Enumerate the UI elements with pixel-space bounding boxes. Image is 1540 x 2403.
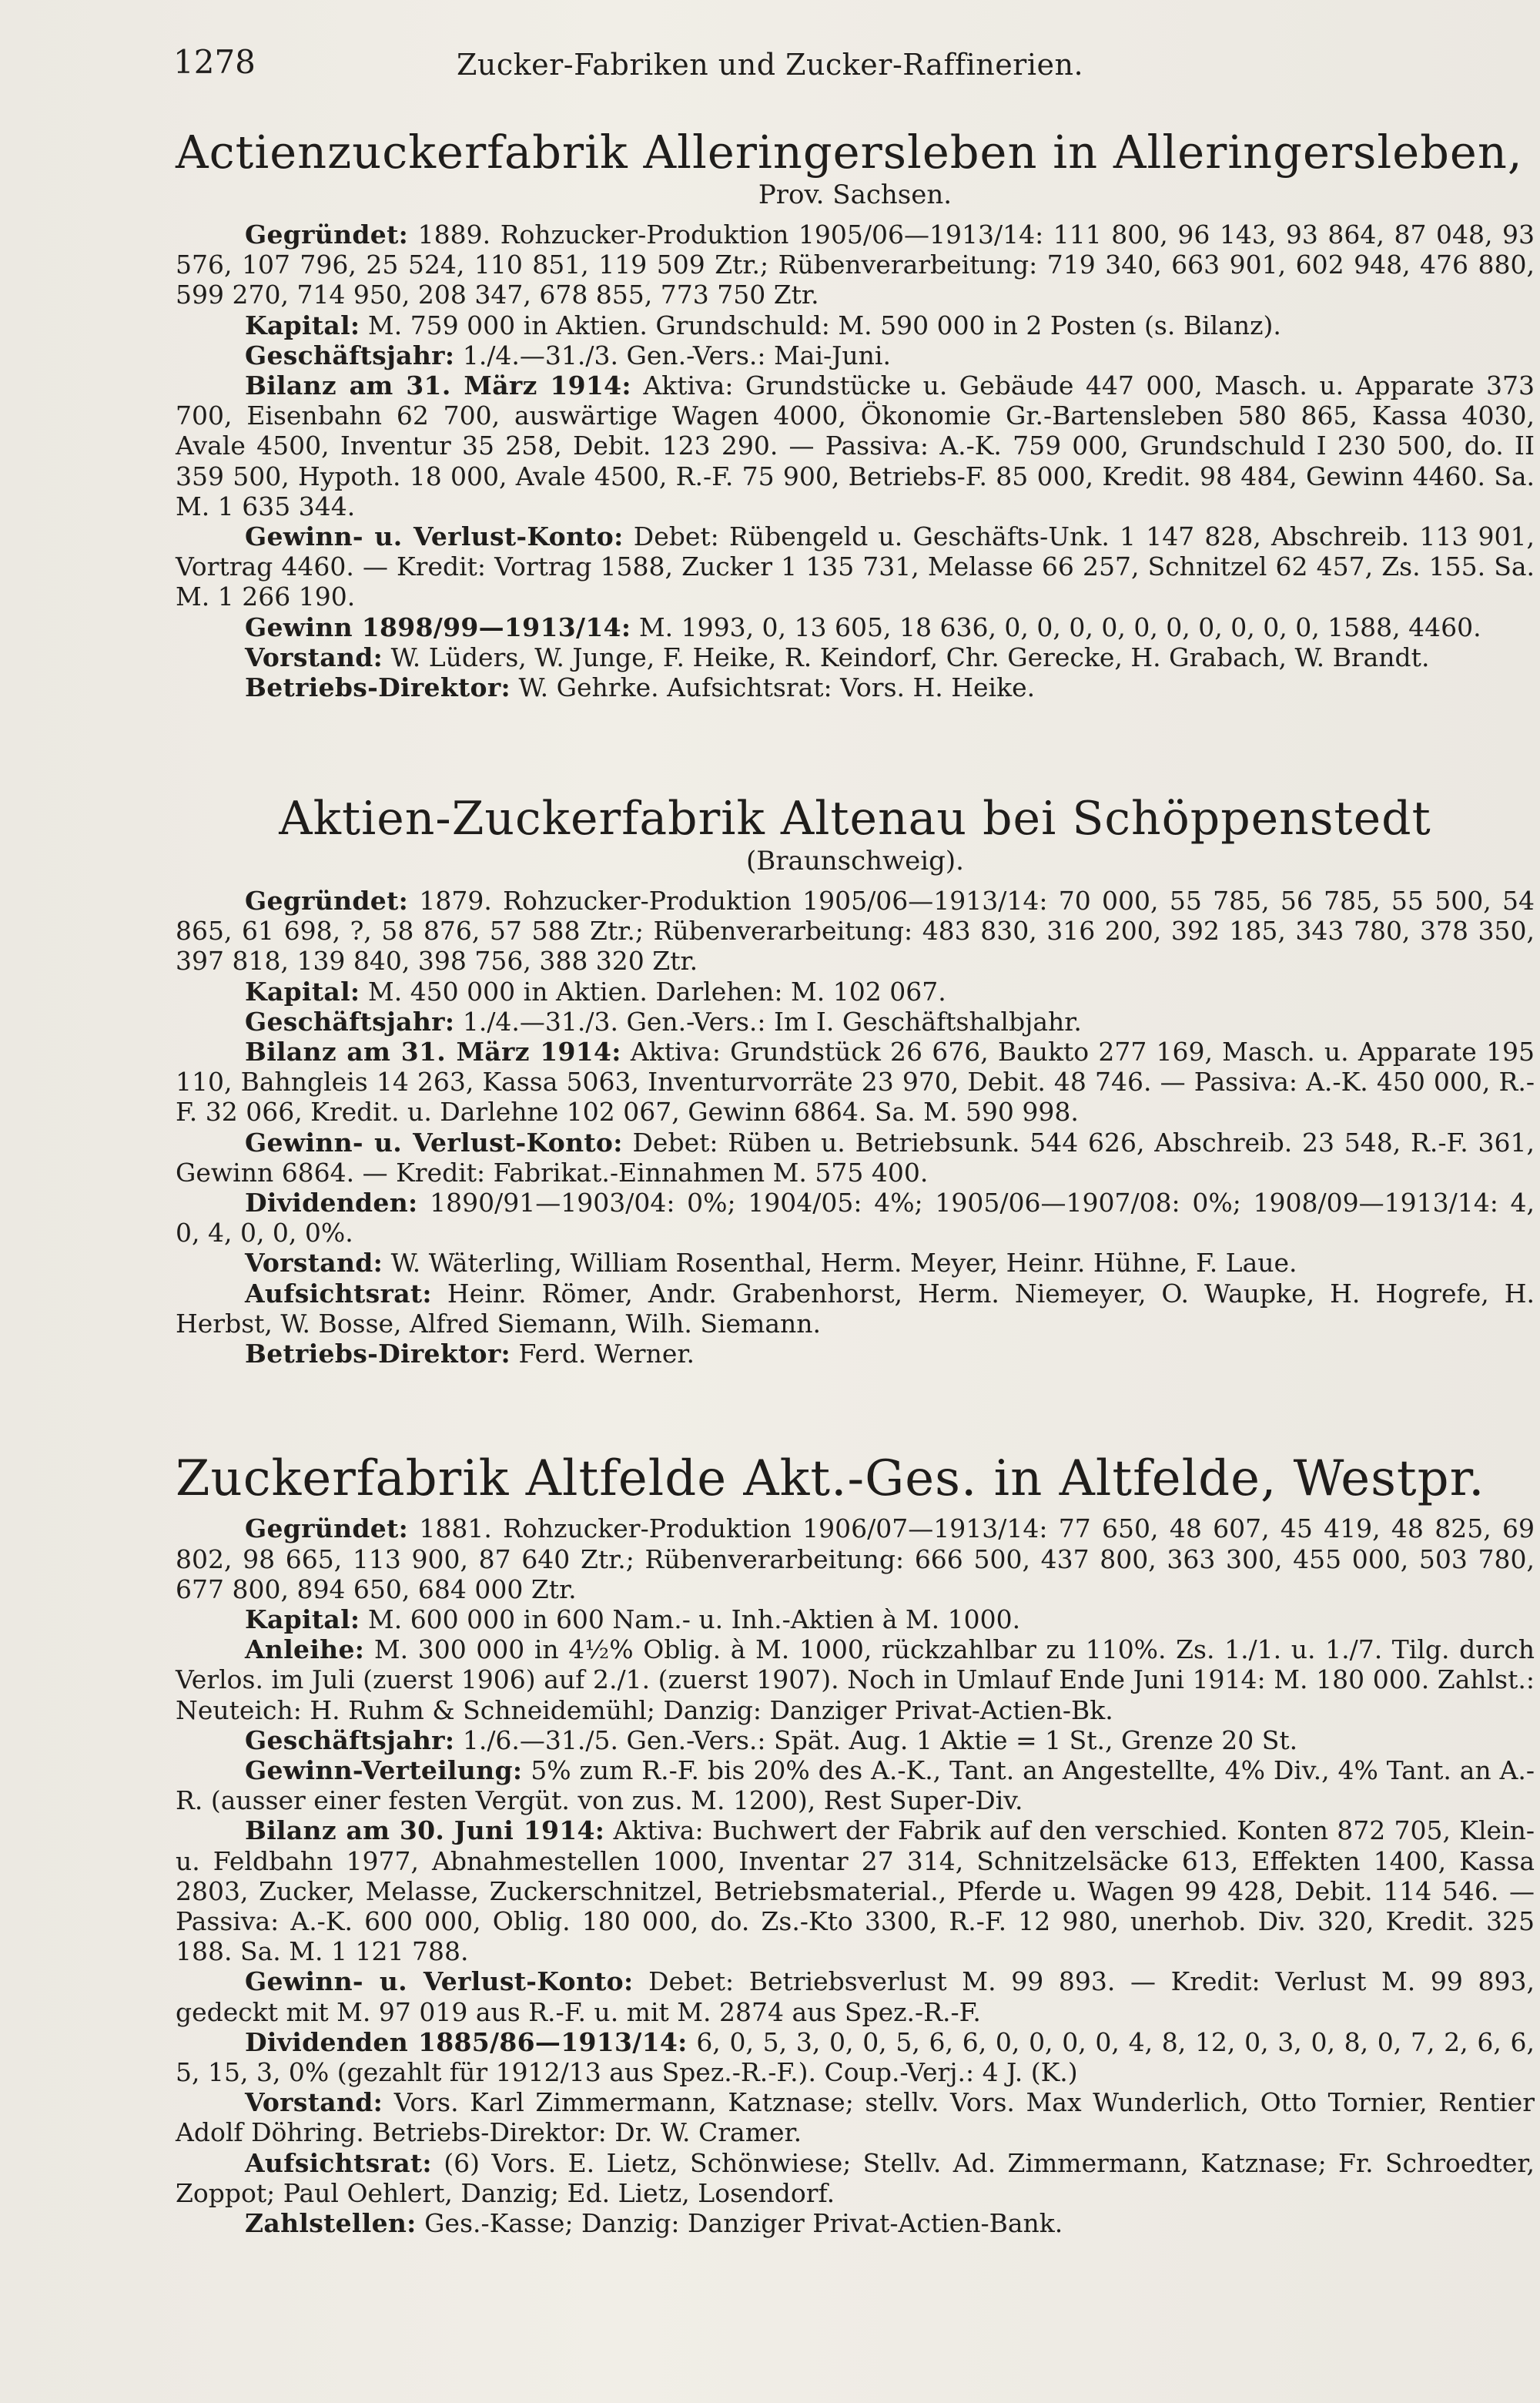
company-entry-alleringersleben xyxy=(176,128,1535,702)
page-number: 1278 xyxy=(173,43,256,81)
company-subtitle: Prov. Sachsen. xyxy=(758,179,952,210)
entry-label: Dividenden: xyxy=(245,1188,418,1218)
entry-label: Betriebs-Direktor: xyxy=(245,1339,511,1369)
entry-label: Gewinn 1898/99—1913/14: xyxy=(245,612,631,642)
capital-entry xyxy=(176,1604,1535,1634)
entry-label: Bilanz am 30. Juni 1914: xyxy=(245,1815,605,1846)
company-subtitle: (Braunschweig). xyxy=(746,846,964,876)
running-head: Zucker-Fabriken und Zucker-Raffinerien. xyxy=(456,48,1084,82)
entry-text: 5% zum R.-F. bis 20% des A.-K., Tant. an Angestellte, 4% Div., 4% Tant. an A.-R. (ausser einer festen Vergüt. von zus. M. 1200), Rest Super-Div. xyxy=(176,1755,1535,1816)
bond-entry xyxy=(176,1634,1535,1725)
profit-loss-entry xyxy=(176,1966,1535,2026)
entry-text: 1./6.—31./5. Gen.-Vers.: Spät. Aug. 1 Aktie = 1 St., Grenze 20 St. xyxy=(462,1724,1298,1755)
entry-text: M. 450 000 in Aktien. Darlehen: M. 102 067. xyxy=(367,976,946,1007)
entry-label: Kapital: xyxy=(245,310,360,340)
entry-label: Aufsichtsrat: xyxy=(245,1278,432,1309)
profit-loss-entry xyxy=(176,1128,1535,1188)
entry-text: 1890/91—1903/04: 0%; 1904/05: 4%; 1905/06—1907/08: 0%; 1908/09—1913/14: 4, 0, 4, 0, 0, 0%. xyxy=(176,1188,1535,1248)
entry-text: 1889. Rohzucker-Produktion 1905/06—1913/14: 111 800, 96 143, 93 864, 87 048, 93 576, 107 796, 25 524, 110 851, 119 509 Ztr.; Rübenverarbeitung: 719 340, 663 901, 602 948, 476 880, 599 270, 714 950, 208 347, 678 855, 773 750 Ztr. xyxy=(176,219,1535,310)
board-entry xyxy=(176,642,1535,672)
entry-label: Gewinn- u. Verlust-Konto: xyxy=(245,1127,623,1158)
entry-text: Ferd. Werner. xyxy=(518,1339,695,1369)
fiscal-year-entry xyxy=(176,1725,1535,1755)
entry-text: M. 600 000 in 600 Nam.- u. Inh.-Aktien à M. 1000. xyxy=(367,1604,1021,1634)
profit-history-entry xyxy=(176,612,1535,642)
entry-text: Aktiva: Grundstück 26 676, Baukto 277 169, Masch. u. Apparate 195 110, Bahngleis 14 263, Kassa 5063, Inventurvorräte 23 970, Debit. 48 746. — Passiva: A.-K. 450 000, R.-F. 32 066, Kredit. u. Darlehne 102 067, Gewinn 6864. Sa. M. 590 998. xyxy=(176,1037,1535,1128)
director-entry xyxy=(176,672,1535,702)
company-title: Zuckerfabrik Altfelde Akt.-Ges. in Altfelde, Westpr. xyxy=(176,1450,1485,1507)
entry-label: Gegründet: xyxy=(245,1513,409,1544)
fiscal-year-entry xyxy=(176,340,1535,370)
entry-text: Debet: Rübengeld u. Geschäfts-Unk. 1 147 828, Abschreib. 113 901, Vortrag 4460. — Kredit: Vortrag 1588, Zucker 1 135 731, Melasse 66 257, Schnitzel 62 457, Zs. 155. Sa. M. 1 266 190. xyxy=(176,521,1535,612)
entry-text: 1881. Rohzucker-Produktion 1906/07—1913/14: 77 650, 48 607, 45 419, 48 825, 69 802, 98 665, 113 900, 87 640 Ztr.; Rübenverarbeitung: 666 500, 437 800, 363 300, 455 000, 503 780, 677 800, 894 650, 684 000 Ztr. xyxy=(176,1513,1535,1604)
dividends-entry xyxy=(176,2027,1535,2087)
dividends-entry xyxy=(176,1188,1535,1248)
balance-entry xyxy=(176,1815,1535,1966)
fiscal-year-entry xyxy=(176,1007,1535,1037)
entry-text: W. Gehrke. Aufsichtsrat: Vors. H. Heike. xyxy=(518,672,1036,702)
entry-text: 6, 0, 5, 3, 0, 0, 5, 6, 6, 0, 0, 0, 0, 4, 8, 12, 0, 3, 0, 8, 0, 7, 2, 6, 6, 5, 15, 3, 0% (gezahlt für 1912/13 aus Spez.-R.-F.). Coup.-Verj.: 4 J. (K.) xyxy=(176,2026,1535,2088)
entry-label: Vorstand: xyxy=(245,1248,383,1279)
profit-loss-entry xyxy=(176,521,1535,612)
company-entry-altenau xyxy=(176,793,1535,1369)
profit-distribution-entry xyxy=(176,1755,1535,1815)
supervisory-board-entry xyxy=(176,1279,1535,1339)
company-title: Aktien-Zuckerfabrik Altenau bei Schöppenstedt xyxy=(279,792,1431,846)
director-entry xyxy=(176,1339,1535,1369)
entry-text: Aktiva: Grundstücke u. Gebäude 447 000, Masch. u. Apparate 373 700, Eisenbahn 62 700, auswärtige Wagen 4000, Ökonomie Gr.-Bartensleben 580 865, Kassa 4030, Avale 4500, Inventur 35 258, Debit. 123 290. — Passiva: A.-K. 759 000, Grundschuld I 230 500, do. II 359 500, Hypoth. 18 000, Avale 4500, R.-F. 75 900, Betriebs-F. 85 000, Kredit. 98 484, Gewinn 4460. Sa. M. 1 635 344. xyxy=(176,370,1535,521)
entry-text: W. Wäterling, William Rosenthal, Herm. Meyer, Heinr. Hühne, F. Laue. xyxy=(390,1248,1297,1279)
entry-text: M. 300 000 in 4½% Oblig. à M. 1000, rückzahlbar zu 110%. Zs. 1./1. u. 1./7. Tilg. durch Verlos. im Juli (zuerst 1906) auf 2./1. (zuerst 1907). Noch in Umlauf Ende Juni 1914: M. 180 000. Zahlst.: Neuteich: H. Ruhm & Schneidemühl; Danzig: Danziger Privat-Actien-Bk. xyxy=(176,1634,1535,1725)
entry-label: Gegründet: xyxy=(245,219,409,250)
entry-label: Kapital: xyxy=(245,976,360,1007)
entry-text: M. 1993, 0, 13 605, 18 636, 0, 0, 0, 0, 0, 0, 0, 0, 0, 0, 1588, 4460. xyxy=(638,612,1481,642)
capital-entry xyxy=(176,310,1535,340)
page-header xyxy=(0,43,1540,89)
board-entry xyxy=(176,1248,1535,1278)
entry-text: 1879. Rohzucker-Produktion 1905/06—1913/14: 70 000, 55 785, 56 785, 55 500, 54 865, 61 698, ?, 58 876, 57 588 Ztr.; Rübenverarbeitung: 483 830, 316 200, 392 185, 343 780, 378 350, 397 818, 139 840, 398 756, 388 320 Ztr. xyxy=(176,886,1535,977)
entry-label: Aufsichtsrat: xyxy=(245,2147,432,2178)
entry-label: Bilanz am 31. März 1914: xyxy=(245,370,631,400)
entry-label: Kapital: xyxy=(245,1604,360,1634)
entry-label: Gewinn- u. Verlust-Konto: xyxy=(245,521,624,551)
entry-label: Geschäftsjahr: xyxy=(245,340,455,370)
entry-text: M. 759 000 in Aktien. Grundschuld: M. 590 000 in 2 Posten (s. Bilanz). xyxy=(367,310,1281,340)
founded-entry xyxy=(176,886,1535,977)
entry-label: Dividenden 1885/86—1913/14: xyxy=(245,2026,688,2057)
entry-text: W. Lüders, W. Junge, F. Heike, R. Keindorf, Chr. Gerecke, H. Grabach, W. Brandt. xyxy=(390,642,1430,672)
entry-label: Bilanz am 31. März 1914: xyxy=(245,1037,621,1067)
entry-text: 1./4.—31./3. Gen.-Vers.: Im I. Geschäftshalbjahr. xyxy=(462,1006,1082,1037)
entry-text: 1./4.—31./3. Gen.-Vers.: Mai-Juni. xyxy=(462,340,891,370)
company-entry-altfelde xyxy=(176,1452,1535,2238)
entry-label: Betriebs-Direktor: xyxy=(245,672,511,702)
founded-entry xyxy=(176,220,1535,310)
entry-text: Ges.-Kasse; Danzig: Danziger Privat-Actien-Bank. xyxy=(424,2208,1063,2239)
company-title: Actienzuckerfabrik Alleringersleben in Alleringersleben, xyxy=(176,126,1523,179)
entry-text: Heinr. Römer, Andr. Grabenhorst, Herm. Niemeyer, O. Waupke, H. Hogrefe, H. Herbst, W. Bosse, Alfred Siemann, Wilh. Siemann. xyxy=(176,1278,1535,1339)
entry-label: Geschäftsjahr: xyxy=(245,1724,455,1755)
entry-text: Vors. Karl Zimmermann, Katznase; stellv. Vors. Max Wunderlich, Otto Tornier, Rentier Adolf Döhring. Betriebs-Direktor: Dr. W. Cramer. xyxy=(176,2087,1535,2148)
supervisory-board-entry xyxy=(176,2148,1535,2208)
entry-text: (6) Vors. E. Lietz, Schönwiese; Stellv. Ad. Zimmermann, Katznase; Fr. Schroedter, Zoppot; Paul Oehlert, Danzig; Ed. Lietz, Losendorf. xyxy=(176,2147,1535,2208)
board-entry xyxy=(176,2087,1535,2147)
entry-text: Aktiva: Buchwert der Fabrik auf den verschied. Konten 872 705, Klein- u. Feldbahn 1977, Abnahmestellen 1000, Inventar 27 314, Schnitzelsäcke 613, Effekten 1400, Kassa 2803, Zucker, Melasse, Zuckerschnitzel, Betriebsmaterial., Pferde u. Wagen 99 428, Debit. 114 546. — Passiva: A.-K. 600 000, Oblig. 180 000, do. Zs.-Kto 3300, R.-F. 12 980, unerhob. Div. 320, Kredit. 325 188. Sa. M. 1 121 788. xyxy=(176,1815,1535,1967)
balance-entry xyxy=(176,1037,1535,1128)
entry-label: Gewinn- u. Verlust-Konto: xyxy=(245,1966,634,1997)
entry-label: Gewinn-Verteilung: xyxy=(245,1755,523,1786)
entry-label: Vorstand: xyxy=(245,642,383,672)
entry-label: Anleihe: xyxy=(245,1634,365,1665)
founded-entry xyxy=(176,1513,1535,1604)
balance-entry xyxy=(176,370,1535,521)
entry-label: Vorstand: xyxy=(245,2087,383,2118)
capital-entry xyxy=(176,977,1535,1007)
paying-agents-entry xyxy=(176,2208,1535,2238)
entry-text: Debet: Betriebsverlust M. 99 893. — Kredit: Verlust M. 99 893, gedeckt mit M. 97 019 aus R.-F. u. mit M. 2874 aus Spez.-R.-F. xyxy=(176,1966,1535,2027)
entry-label: Gegründet: xyxy=(245,886,409,916)
entry-label: Zahlstellen: xyxy=(245,2208,417,2239)
entry-label: Geschäftsjahr: xyxy=(245,1006,455,1037)
entry-text: Debet: Rüben u. Betriebsunk. 544 626, Abschreib. 23 548, R.-F. 361, Gewinn 6864. — Kredit: Fabrikat.-Einnahmen M. 575 400. xyxy=(176,1127,1535,1188)
